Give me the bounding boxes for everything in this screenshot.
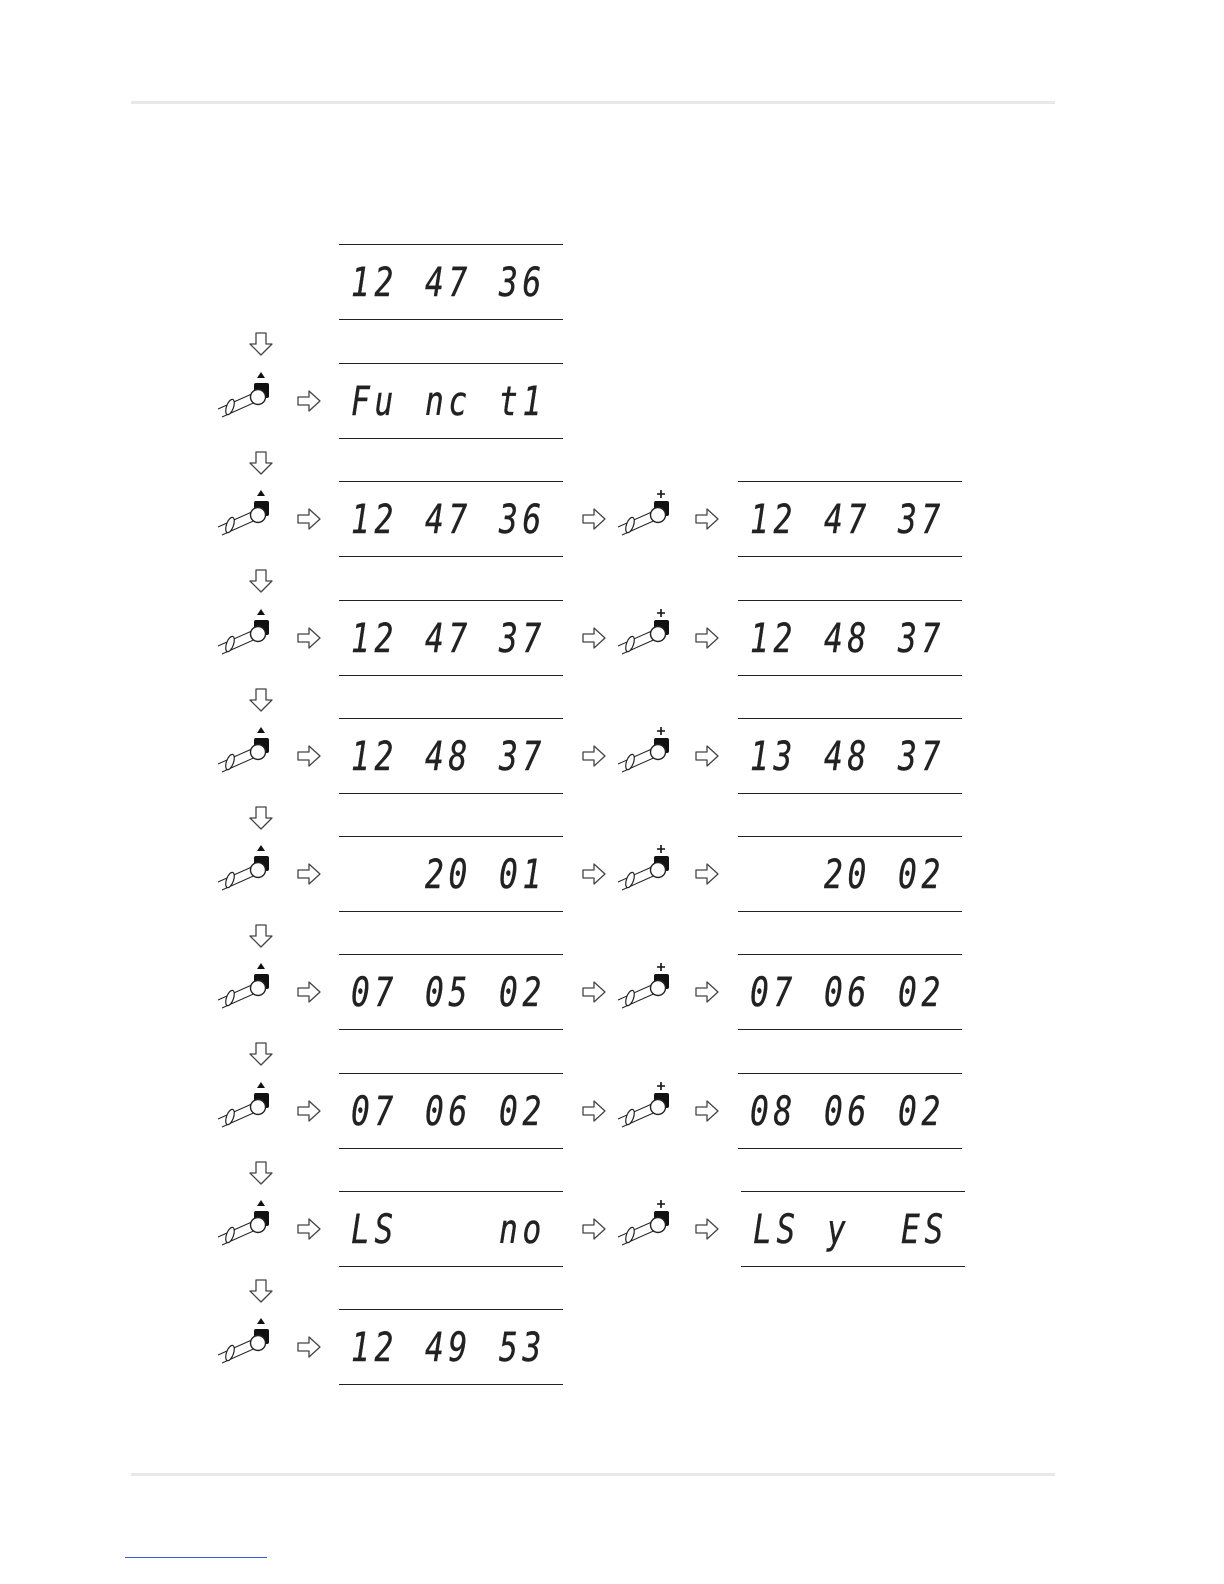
display-digit-group: 01 [499, 852, 546, 898]
rotary-knob-plus-icon[interactable] [616, 489, 672, 535]
lcd-display-left [339, 600, 563, 676]
arrow-right-icon [582, 1218, 606, 1240]
footer-link-underline [125, 1557, 267, 1558]
display-digit-group: 48 [824, 734, 871, 780]
display-digit-group: 12 [351, 734, 398, 780]
lcd-display-left [339, 244, 563, 320]
lcd-display-left [339, 1191, 563, 1267]
display-digit-group: 07 [351, 970, 398, 1016]
display-digit-group: ES [901, 1207, 948, 1253]
lcd-display-left [339, 363, 563, 439]
display-digit-group: 07 [351, 1089, 398, 1135]
rotary-knob-up-icon[interactable] [216, 1317, 272, 1363]
rotary-knob-plus-icon[interactable] [616, 844, 672, 890]
display-digit-group: 02 [898, 1089, 945, 1135]
arrow-right-icon [695, 981, 719, 1003]
display-digit-group: 12 [351, 260, 398, 306]
lcd-display-right [738, 600, 962, 676]
display-digit-group: 02 [499, 970, 546, 1016]
rotary-knob-plus-icon[interactable] [616, 608, 672, 654]
arrow-down-icon [249, 924, 273, 948]
display-digit-group: 37 [499, 734, 546, 780]
arrow-down-icon [249, 1042, 273, 1066]
display-digit-group: 53 [499, 1325, 546, 1371]
arrow-down-icon [249, 569, 273, 593]
rotary-knob-plus-icon[interactable] [616, 1081, 672, 1127]
display-digit-group: 36 [499, 260, 546, 306]
display-digit-group: 13 [750, 734, 797, 780]
arrow-right-icon [297, 863, 321, 885]
display-digit-group: 02 [898, 852, 945, 898]
arrow-right-icon [297, 1100, 321, 1122]
display-digit-group: t1 [499, 379, 546, 425]
display-digit-group: 36 [499, 497, 546, 543]
display-digit-group: nc [425, 379, 472, 425]
display-digit-group: 02 [499, 1089, 546, 1135]
arrow-right-icon [582, 627, 606, 649]
arrow-right-icon [297, 1336, 321, 1358]
rotary-knob-up-icon[interactable] [216, 608, 272, 654]
lcd-display-left [339, 718, 563, 794]
arrow-right-icon [297, 390, 321, 412]
lcd-display-right [738, 718, 962, 794]
lcd-display-right [738, 1073, 962, 1149]
display-digit-group: no [499, 1207, 546, 1253]
arrow-right-icon [297, 745, 321, 767]
rotary-knob-up-icon[interactable] [216, 489, 272, 535]
display-digit-group: 20 [824, 852, 871, 898]
arrow-right-icon [695, 627, 719, 649]
arrow-right-icon [297, 981, 321, 1003]
arrow-right-icon [297, 1218, 321, 1240]
display-digit-group: 37 [898, 616, 945, 662]
display-digit-group: 47 [425, 497, 472, 543]
rotary-knob-up-icon[interactable] [216, 726, 272, 772]
display-digit-group: y [827, 1207, 851, 1253]
rotary-knob-up-icon[interactable] [216, 371, 272, 417]
arrow-right-icon [582, 1100, 606, 1122]
display-digit-group: 08 [750, 1089, 797, 1135]
display-digit-group: Fu [351, 379, 398, 425]
arrow-right-icon [695, 1100, 719, 1122]
display-digit-group: 06 [824, 970, 871, 1016]
display-digit-group: 12 [351, 497, 398, 543]
arrow-down-icon [249, 1279, 273, 1303]
display-digit-group: 37 [898, 734, 945, 780]
lcd-display-left [339, 1073, 563, 1149]
arrow-down-icon [249, 332, 273, 356]
lcd-display-left [339, 1309, 563, 1385]
lcd-display-left [339, 954, 563, 1030]
display-digit-group: 12 [750, 497, 797, 543]
rotary-knob-up-icon[interactable] [216, 1199, 272, 1245]
display-digit-group: 05 [425, 970, 472, 1016]
display-digit-group: LS [351, 1207, 398, 1253]
lcd-display-right [738, 481, 962, 557]
display-digit-group: LS [753, 1207, 800, 1253]
display-digit-group: 48 [824, 616, 871, 662]
display-digit-group: 37 [898, 497, 945, 543]
display-digit-group: 47 [824, 497, 871, 543]
rotary-knob-plus-icon[interactable] [616, 962, 672, 1008]
arrow-right-icon [695, 508, 719, 530]
arrow-right-icon [297, 627, 321, 649]
display-digit-group: 12 [351, 616, 398, 662]
arrow-right-icon [582, 745, 606, 767]
display-digit-group: 47 [425, 260, 472, 306]
arrow-right-icon [582, 981, 606, 1003]
arrow-right-icon [297, 508, 321, 530]
arrow-down-icon [249, 451, 273, 475]
arrow-right-icon [695, 1218, 719, 1240]
arrow-down-icon [249, 806, 273, 830]
arrow-down-icon [249, 1161, 273, 1185]
rotary-knob-plus-icon[interactable] [616, 1199, 672, 1245]
lcd-display-right [738, 954, 962, 1030]
display-digit-group: 47 [425, 616, 472, 662]
display-digit-group: 12 [750, 616, 797, 662]
display-digit-group: 07 [750, 970, 797, 1016]
display-digit-group: 12 [351, 1325, 398, 1371]
display-digit-group: 48 [425, 734, 472, 780]
arrow-right-icon [695, 863, 719, 885]
display-digit-group: 20 [425, 852, 472, 898]
display-digit-group: 49 [425, 1325, 472, 1371]
rotary-knob-up-icon[interactable] [216, 962, 272, 1008]
footer-rule [131, 1473, 1055, 1476]
rotary-knob-plus-icon[interactable] [616, 726, 672, 772]
lcd-display-right [741, 1191, 965, 1267]
arrow-right-icon [695, 745, 719, 767]
arrow-right-icon [582, 508, 606, 530]
rotary-knob-up-icon[interactable] [216, 1081, 272, 1127]
rotary-knob-up-icon[interactable] [216, 844, 272, 890]
display-digit-group: 06 [425, 1089, 472, 1135]
header-rule [131, 101, 1055, 104]
display-digit-group: 02 [898, 970, 945, 1016]
lcd-display-left [339, 481, 563, 557]
display-digit-group: 37 [499, 616, 546, 662]
arrow-down-icon [249, 688, 273, 712]
display-digit-group: 06 [824, 1089, 871, 1135]
lcd-display-left [339, 836, 563, 912]
lcd-display-right [738, 836, 962, 912]
arrow-right-icon [582, 863, 606, 885]
